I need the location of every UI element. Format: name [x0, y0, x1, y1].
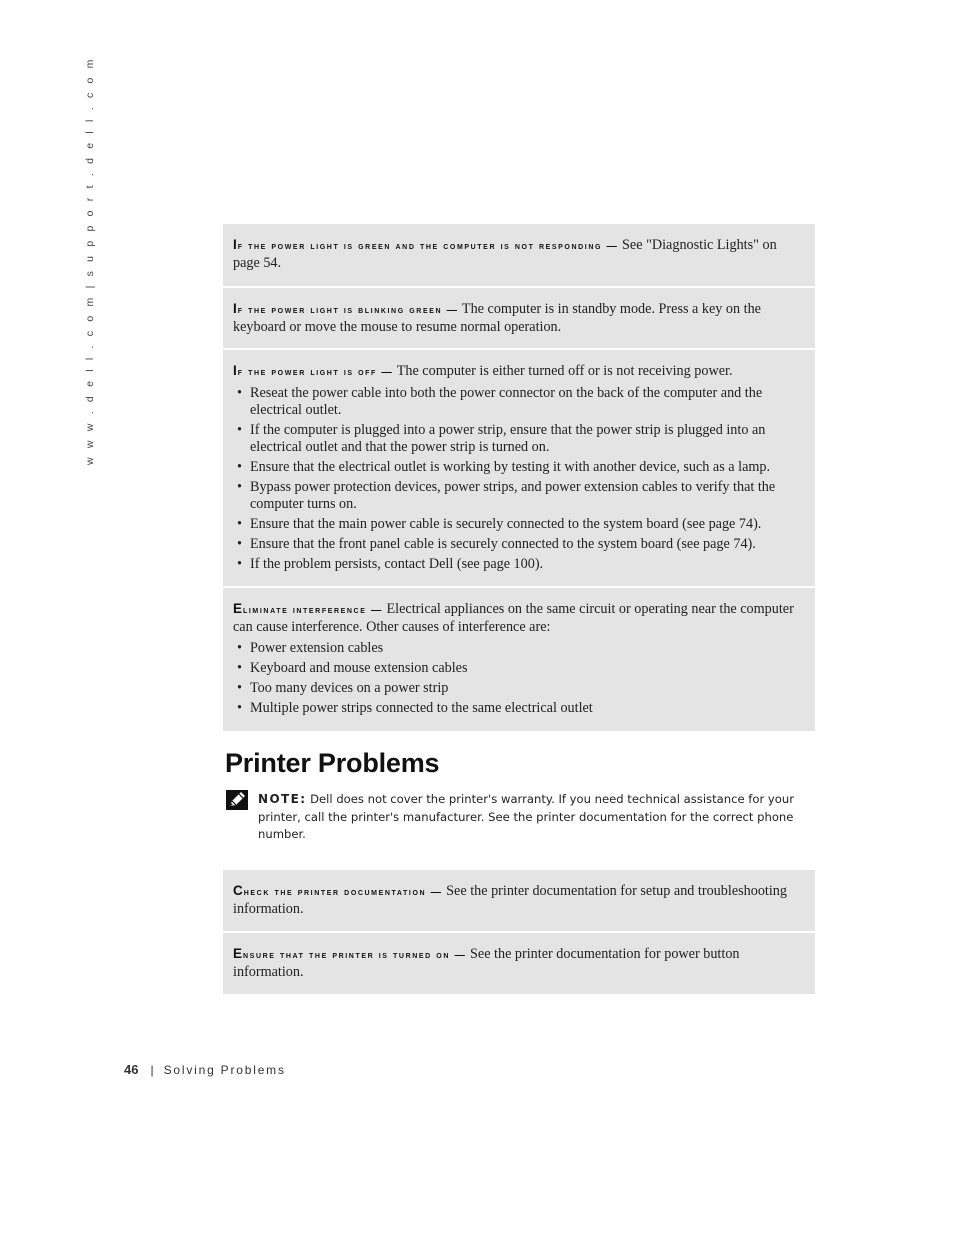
page-number: 46: [124, 1062, 139, 1077]
list-item: • Ensure that the electrical outlet is working by testing it with another device, such as a lamp.: [233, 459, 805, 476]
box-text: The computer is either turned off or is not receiving power.: [396, 363, 733, 379]
box-lead-label: Eliminate interference —: [233, 601, 383, 616]
list-item: • If the problem persists, contact Dell (see page 100).: [233, 556, 805, 573]
box-lead-label: Check the printer documentation —: [233, 883, 443, 898]
list-item: • Bypass power protection devices, power strips, and power extension cables to verify that the computer turns on.: [233, 479, 805, 513]
box-text: See "Diagnostic Lights" on page 54.: [233, 237, 777, 271]
list-item: • Too many devices on a power strip: [233, 680, 805, 697]
box-lead-label: If the power light is blinking green —: [233, 301, 459, 316]
page-footer: [124, 1062, 286, 1077]
box-text: The computer is in standby mode. Press a key on the keyboard or move the mouse to resume normal operation.: [233, 301, 761, 335]
box-text: Electrical appliances on the same circuit or operating near the computer can cause interference. Other causes of interference are:: [233, 601, 794, 635]
list-item: • Ensure that the main power cable is securely connected to the system board (see page 74).: [233, 516, 805, 533]
note-label: NOTE:: [258, 792, 307, 806]
section-name: Solving Problems: [163, 1063, 286, 1077]
bullet-list: [233, 640, 805, 717]
list-item: • Keyboard and mouse extension cables: [233, 660, 805, 677]
list-item: • Ensure that the front panel cable is securely connected to the system board (see page 74).: [233, 536, 805, 553]
box-lead-label: If the power light is green and the computer is not responding —: [233, 237, 619, 252]
note-text: Dell does not cover the printer's warranty. If you need technical assistance for your printer, call the printer's manufacturer. See the printer documentation for the correct phone number.: [258, 792, 794, 842]
note-block: [258, 791, 803, 844]
section-heading: Printer Problems: [225, 748, 440, 778]
troubleshoot-box-printer-docs: [223, 870, 815, 931]
bullet-list: [233, 385, 805, 573]
list-item: • Multiple power strips connected to the same electrical outlet: [233, 700, 805, 717]
list-item: • Reseat the power cable into both the power connector on the back of the computer and the electrical outlet.: [233, 385, 805, 419]
sidebar-url: w w w . d e l l . c o m | s u p p o r t . d e l l . c o m: [84, 56, 96, 465]
list-item: • Power extension cables: [233, 640, 805, 657]
troubleshoot-box-interference: [223, 588, 815, 731]
list-item: • If the computer is plugged into a power strip, ensure that the power strip is plugged into an electrical outlet and that the power strip is turned on.: [233, 422, 805, 456]
box-lead-label: If the power light is off —: [233, 363, 394, 378]
box-text: See the printer documentation for setup and troubleshooting information.: [233, 883, 787, 917]
troubleshoot-box-blinking-green: [223, 288, 815, 348]
pencil-note-icon: [226, 790, 248, 810]
troubleshoot-box-power-off: [223, 350, 815, 586]
troubleshoot-box-printer-on: [223, 933, 815, 994]
footer-separator: |: [150, 1063, 154, 1077]
box-lead-label: Ensure that the printer is turned on —: [233, 946, 467, 961]
box-text: See the printer documentation for power button information.: [233, 946, 740, 980]
troubleshoot-box-green-not-responding: [223, 224, 815, 286]
